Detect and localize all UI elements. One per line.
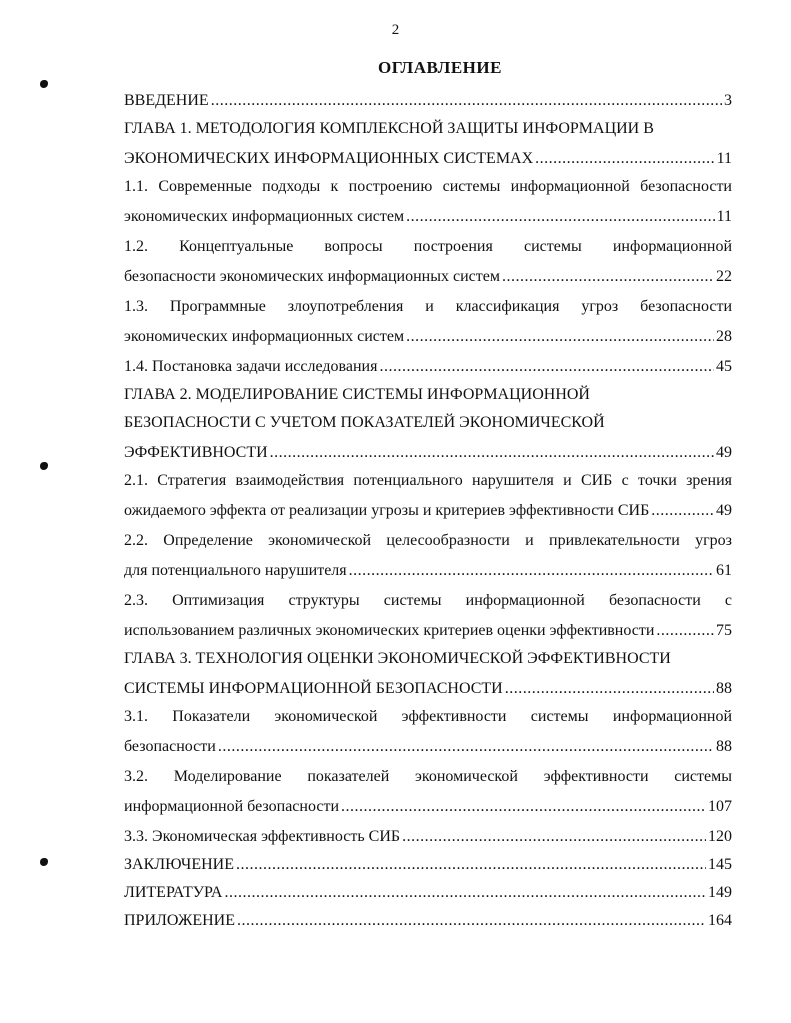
dot-leader — [656, 619, 714, 643]
toc-entry: 2.3. Оптимизация структуры системы информационной безопасности с — [124, 592, 732, 609]
toc-entry-text: экономических информационных систем — [124, 328, 405, 345]
dot-leader — [535, 147, 714, 171]
dot-leader — [406, 205, 714, 229]
toc-entry-page: 49 — [716, 444, 732, 461]
toc-entry-text: безопасности экономических информационных систем — [124, 268, 500, 285]
dot-leader — [218, 735, 714, 759]
dot-leader — [651, 499, 714, 523]
dot-leader — [406, 325, 714, 349]
toc-entry-page: 61 — [716, 562, 732, 579]
toc-entry-text: 1.4. Постановка задачи исследования — [124, 358, 378, 375]
toc-entry-page: 75 — [716, 622, 732, 639]
toc-entry — [124, 205, 732, 229]
toc-entry-page: 49 — [716, 502, 732, 519]
toc-entry — [124, 619, 732, 643]
toc-entry: БЕЗОПАСНОСТИ С УЧЕТОМ ПОКАЗАТЕЛЕЙ ЭКОНОМИЧЕСКОЙ — [124, 414, 605, 431]
toc-entry: 1.3. Программные злоупотребления и классификация угроз безопасности — [124, 298, 732, 315]
dot-leader — [349, 559, 714, 583]
toc-entry: ГЛАВА 2. МОДЕЛИРОВАНИЕ СИСТЕМЫ ИНФОРМАЦИОННОЙ — [124, 386, 590, 403]
toc-entry-text: использованием различных экономических критериев оценки эффективности — [124, 622, 655, 639]
toc-entry: 3.1. Показатели экономической эффективности системы информационной — [124, 708, 732, 725]
toc-entry: ГЛАВА 3. ТЕХНОЛОГИЯ ОЦЕНКИ ЭКОНОМИЧЕСКОЙ ЭФФЕКТИВНОСТИ — [124, 650, 671, 667]
toc-entry-page: 149 — [708, 884, 732, 901]
binding-hole-mark — [40, 858, 48, 866]
toc-entry: 1.2. Концептуальные вопросы построения системы информационной — [124, 238, 732, 255]
toc-entry — [124, 853, 732, 877]
binding-hole-mark — [40, 80, 48, 88]
dot-leader — [270, 441, 714, 465]
toc-entry — [124, 265, 732, 289]
toc-entry-text: ожидаемого эффекта от реализации угрозы и критериев эффективности СИБ — [124, 502, 650, 519]
toc-entry-text: ПРИЛОЖЕНИЕ — [124, 912, 236, 929]
toc-entry-page: 11 — [716, 150, 732, 167]
toc-entry — [124, 881, 732, 905]
toc-entry — [124, 325, 732, 349]
toc-entry — [124, 355, 732, 379]
toc-entry-page: 120 — [708, 828, 732, 845]
toc-entry-page: 145 — [708, 856, 732, 873]
toc-entry — [124, 499, 732, 523]
toc-entry-page: 45 — [716, 358, 732, 375]
toc-entry — [124, 559, 732, 583]
toc-entry-page: 3 — [724, 92, 732, 109]
toc-entry-text: ЭФФЕКТИВНОСТИ — [124, 444, 268, 461]
toc-entry-text: ЛИТЕРАТУРА — [124, 884, 223, 901]
toc-entry-page: 107 — [708, 798, 732, 815]
toc-entry-text: ЗАКЛЮЧЕНИЕ — [124, 856, 234, 873]
toc-entry-page: 88 — [716, 738, 732, 755]
toc-title: ОГЛАВЛЕНИЕ — [378, 58, 502, 77]
toc-entry-text: безопасности — [124, 738, 216, 755]
toc-entry: 2.1. Стратегия взаимодействия потенциального нарушителя и СИБ с точки зрения — [124, 472, 732, 489]
toc-entry — [124, 147, 732, 171]
toc-entry-text: информационной безопасности — [124, 798, 340, 815]
toc-entry-page: 11 — [716, 208, 732, 225]
dot-leader — [505, 677, 714, 701]
toc-entry-text: экономических информационных систем — [124, 208, 405, 225]
page-number: 2 — [391, 22, 400, 38]
dot-leader — [379, 355, 714, 379]
toc-entry — [124, 677, 732, 701]
toc-entry-page: 22 — [716, 268, 732, 285]
dot-leader — [211, 89, 722, 113]
toc-entry — [124, 909, 732, 933]
toc-entry — [124, 735, 732, 759]
toc-entry — [124, 441, 732, 465]
dot-leader — [237, 909, 706, 933]
toc-entry-text: 3.3. Экономическая эффективность СИБ — [124, 828, 401, 845]
toc-entry — [124, 825, 732, 849]
dot-leader — [224, 881, 706, 905]
toc-entry — [124, 89, 732, 113]
toc-entry-page: 28 — [716, 328, 732, 345]
toc-entry: 2.2. Определение экономической целесообразности и привлекательности угроз — [124, 532, 732, 549]
dot-leader — [236, 853, 706, 877]
toc-entry-page: 88 — [716, 680, 732, 697]
toc-entry-text: ЭКОНОМИЧЕСКИХ ИНФОРМАЦИОННЫХ СИСТЕМАХ — [124, 150, 534, 167]
toc-entry: 1.1. Современные подходы к построению системы информационной безопасности — [124, 178, 732, 195]
toc-entry-text: для потенциального нарушителя — [124, 562, 347, 579]
dot-leader — [502, 265, 714, 289]
toc-entry-page: 164 — [708, 912, 732, 929]
toc-entry — [124, 795, 732, 819]
dot-leader — [341, 795, 706, 819]
binding-hole-mark — [40, 462, 48, 470]
toc-entry-text: ВВЕДЕНИЕ — [124, 92, 209, 109]
toc-entry: ГЛАВА 1. МЕТОДОЛОГИЯ КОМПЛЕКСНОЙ ЗАЩИТЫ ИНФОРМАЦИИ В — [124, 120, 654, 137]
toc-entry-text: СИСТЕМЫ ИНФОРМАЦИОННОЙ БЕЗОПАСНОСТИ — [124, 680, 503, 697]
toc-entry: 3.2. Моделирование показателей экономической эффективности системы — [124, 768, 732, 785]
dot-leader — [402, 825, 706, 849]
